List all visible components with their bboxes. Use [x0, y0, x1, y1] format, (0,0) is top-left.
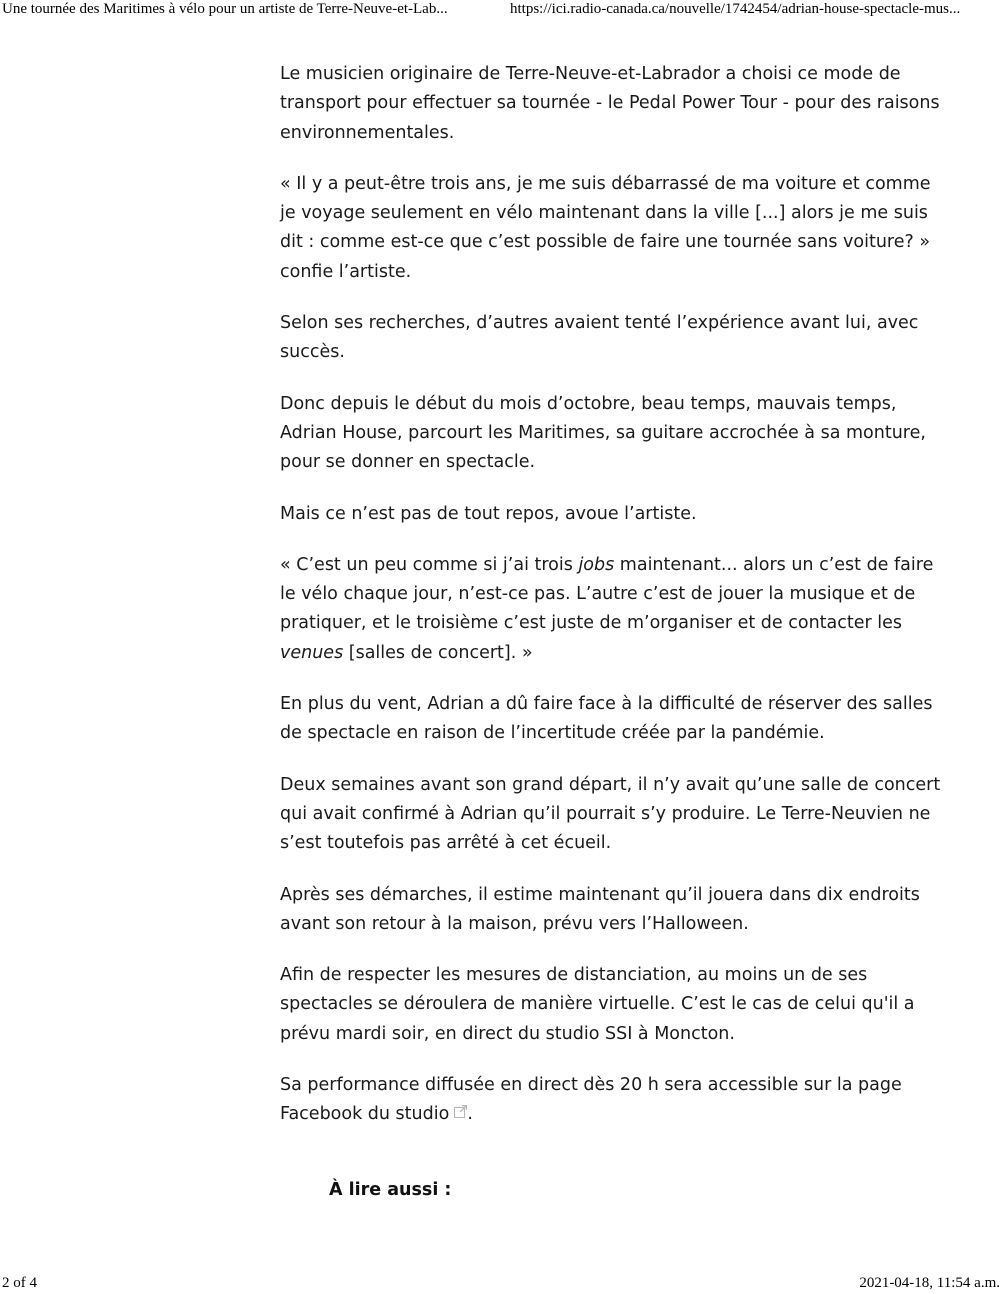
paragraph-9: Après ses démarches, il estime maintenant qu’il jouera dans dix endroits avant son retour à la maison, prévu vers l’Halloween. [280, 884, 920, 934]
external-link-icon[interactable] [454, 1105, 467, 1118]
paragraph-3: Selon ses recherches, d’autres avaient tenté l’expérience avant lui, avec succès. [280, 313, 919, 363]
print-header-url: https://ici.radio-canada.ca/nouvelle/1742454/adrian-house-spectacle-mus... [510, 1, 961, 17]
facebook-studio-link[interactable]: Facebook du studio [280, 1104, 450, 1125]
paragraph-11-text-a: Sa performance diffusée en direct dès 20 h sera accessible sur la page [280, 1075, 902, 1096]
paragraph-2: « Il y a peut-être trois ans, je me suis débarrassé de ma voiture et comme je voyage seulement en vélo maintenant dans la ville [...] alors je me suis dit : comme est-ce que c’est possible de faire une tournée sans voiture? » confie l’artiste. [280, 173, 931, 282]
paragraph-7: En plus du vent, Adrian a dû faire face à la difficulté de réserver des salles de spectacle en raison de l’incertitude créée par la pandémie. [280, 694, 933, 744]
paragraph-8: Deux semaines avant son grand départ, il n’y avait qu’une salle de concert qui avait confirmé à Adrian qu’il pourrait s’y produire. Le Terre-Neuvien ne s’est toutefois pas arrêté à cet écueil. [280, 774, 941, 854]
paragraph-6-text-c: [salles de concert]. » [343, 642, 533, 663]
paragraph-6-text-a: « C’est un peu comme si j’ai trois [280, 554, 579, 575]
read-also-heading: À lire aussi : [329, 1180, 452, 1200]
paragraph-11 [280, 1071, 945, 1130]
paragraph-5: Mais ce n’est pas de tout repos, avoue l’artiste. [280, 503, 697, 524]
print-footer [0, 1275, 1000, 1294]
print-header-title: Une tournée des Maritimes à vélo pour un artiste de Terre-Neuve-et-Lab... [2, 1, 448, 17]
emphasis-jobs: jobs [578, 554, 615, 575]
paragraph-11-text-b: . [467, 1104, 473, 1125]
emphasis-venues: venues [280, 642, 344, 663]
paragraph-6-text-b: maintenant... alors un c’est de faire le vélo chaque jour, n’est-ce pas. L’autre c’est de jouer la musique et de pratiquer, et le troisième c’est juste de m’organiser et de contacter les [280, 554, 934, 634]
paragraph-6 [280, 551, 945, 668]
paragraph-1: Le musicien originaire de Terre-Neuve-et-Labrador a choisi ce mode de transport pour effectuer sa tournée - le Pedal Power Tour - pour des raisons environnementales. [280, 64, 940, 143]
print-header [0, 1, 1000, 21]
print-timestamp: 2021-04-18, 11:54 a.m. [859, 1275, 1000, 1291]
page-number: 2 of 4 [2, 1275, 37, 1291]
article-body [280, 60, 945, 1152]
paragraph-10: Afin de respecter les mesures de distanciation, au moins un de ses spectacles se déroulera de manière virtuelle. C’est le cas de celui qu'il a prévu mardi soir, en direct du studio SSI à Moncton. [280, 965, 915, 1044]
paragraph-4: Donc depuis le début du mois d’octobre, beau temps, mauvais temps, Adrian House, parcourt les Maritimes, sa guitare accrochée à sa monture, pour se donner en spectacle. [280, 393, 926, 473]
